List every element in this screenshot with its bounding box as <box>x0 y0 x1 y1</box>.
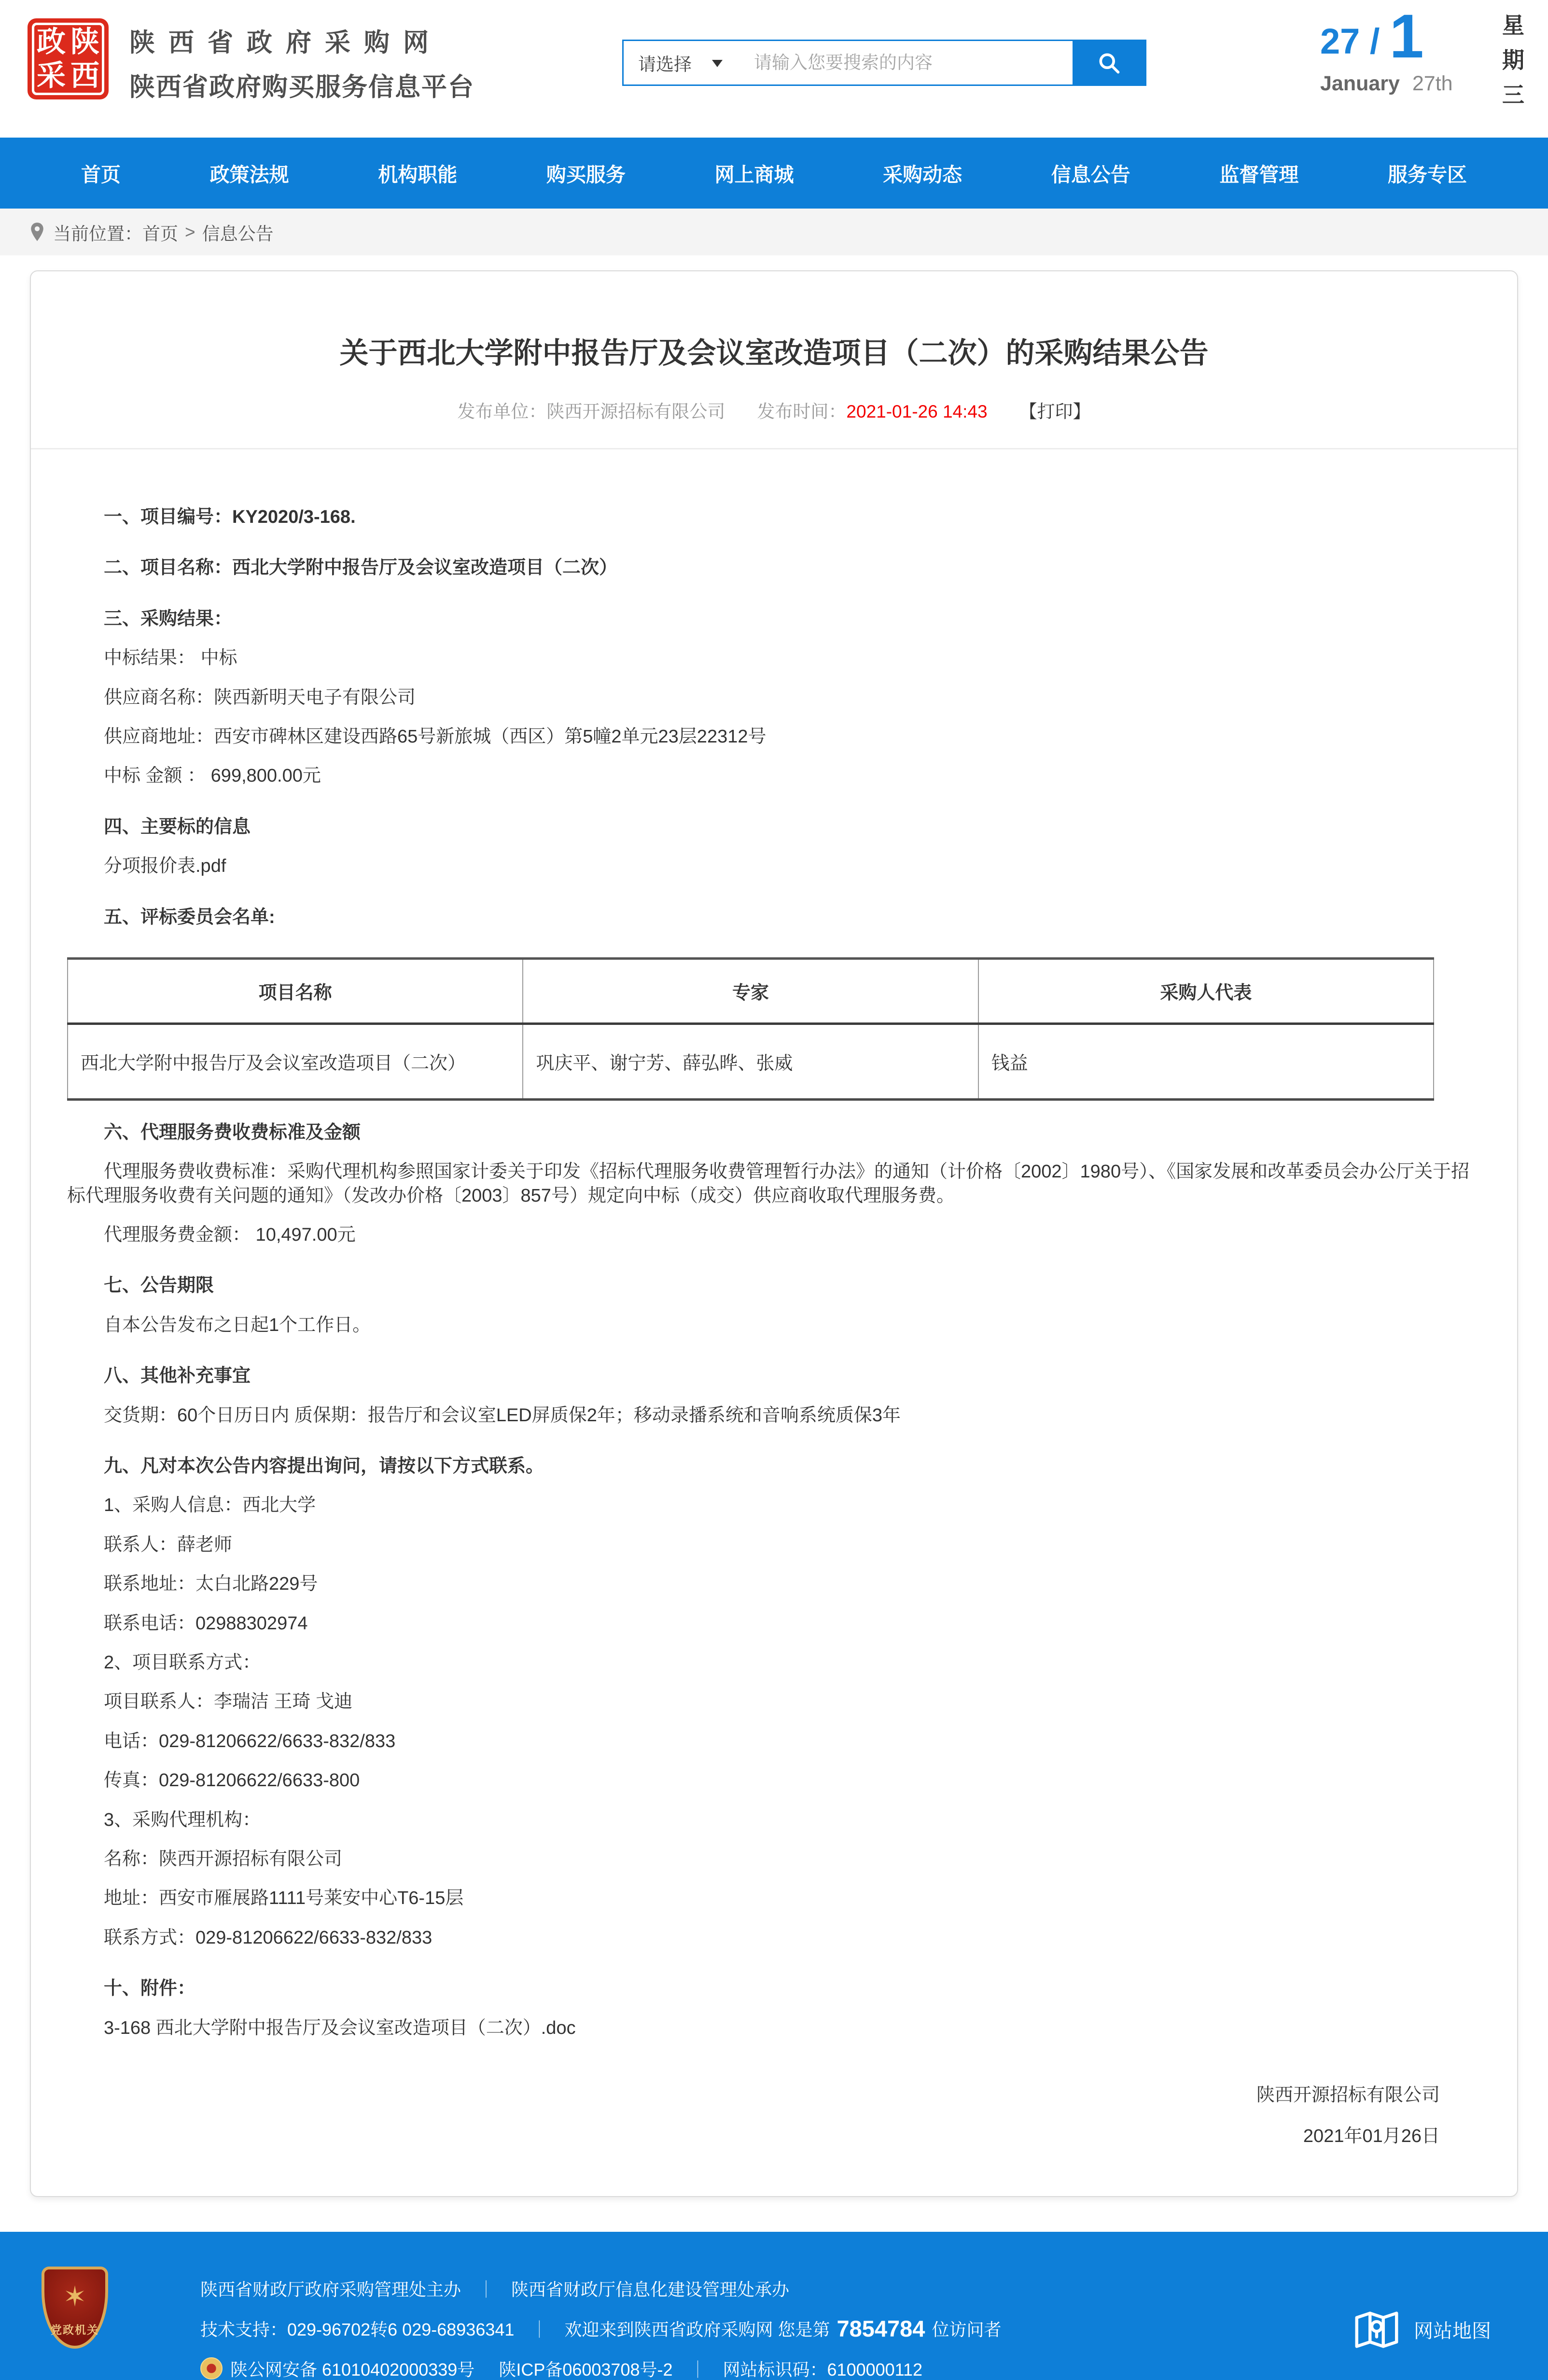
article-paragraph: 十、附件： <box>104 1978 196 1999</box>
footer-separator: ｜ <box>477 2279 495 2299</box>
meta-divider <box>31 448 1517 449</box>
footer-separator: ｜ <box>530 2319 548 2339</box>
breadcrumb <box>0 209 1548 255</box>
visitor-count: 7854784 <box>837 2315 925 2341</box>
article-paragraph: 代理服务费收费标准：采购代理机构参照国家计委关于印发《招标代理服务收费管理暂行办法》的通知（计价格〔2002〕1980号）、《国家发展和改革委员会办公厅关于招标代理服务收费有关问题的通知》（发改办价格〔2003〕857号）规定向中标（成交）供应商收取代理服务费。 <box>67 1162 1470 1206</box>
pdf-attachment-link[interactable]: 分项报价表.pdf <box>104 856 226 877</box>
nav-item[interactable]: 监督管理 <box>1219 164 1299 186</box>
search-button[interactable] <box>1073 41 1145 84</box>
footer-visitor-suffix: 位访问者 <box>932 2319 1002 2339</box>
table-row <box>68 1023 1434 1099</box>
site-header <box>0 0 1548 138</box>
sitemap-link[interactable] <box>1350 2303 1491 2356</box>
article-paragraph: 联系方式：029-81206622/6633-832/833 <box>104 1927 432 1948</box>
article-paragraph: 四、主要标的信息 <box>104 816 251 837</box>
date-month-name: January <box>1320 71 1400 95</box>
search-icon <box>1096 50 1121 75</box>
search-category-label: 请选择 <box>638 55 692 74</box>
article-paragraph: 项目联系人：李瑞洁 王琦 戈迪 <box>104 1692 353 1712</box>
article-paragraph: 传真：029-81206622/6633-800 <box>104 1770 360 1791</box>
article-paragraph: 一、项目编号：KY2020/3-168. <box>104 507 356 527</box>
article-meta <box>31 397 1517 423</box>
footer-tech-support: 技术支持：029-96702转6 029-68936341 <box>200 2319 515 2339</box>
badge-label: 党政机关 <box>51 2323 99 2336</box>
government-badge <box>42 2267 108 2349</box>
search-input[interactable] <box>750 41 1073 84</box>
table-header-cell: 项目名称 <box>68 958 523 1023</box>
article-paragraph: 2、项目联系方式： <box>104 1652 261 1673</box>
site-footer <box>0 2232 1548 2380</box>
article-paragraph: 联系电话：02988302974 <box>104 1613 308 1634</box>
table-header-cell: 专家 <box>523 958 978 1023</box>
police-filing-number[interactable]: 陕公网安备 61010402000339号 <box>230 2359 475 2380</box>
article-section-c <box>67 1113 1481 2009</box>
article-paragraph: 电话：029-81206622/6633-832/833 <box>104 1731 396 1751</box>
article-paragraph: 1、采购人信息：西北大学 <box>104 1495 316 1516</box>
table-cell: 巩庆平、谢宁芳、薛弘晔、张威 <box>523 1023 978 1099</box>
breadcrumb-home-link[interactable]: 首页 <box>142 224 178 244</box>
article-paragraph: 供应商名称：陕西新明天电子有限公司 <box>104 687 416 708</box>
nav-item[interactable]: 机构职能 <box>378 164 458 186</box>
location-pin-icon <box>29 222 45 243</box>
police-badge-icon <box>200 2357 223 2380</box>
article-paragraph: 二、项目名称：西北大学附中报告厅及会议室改造项目（二次） <box>104 558 618 578</box>
article-section-a <box>67 498 1481 847</box>
signature-company: 陕西开源招标有限公司 <box>1256 2085 1440 2105</box>
sitemap-label: 网站地图 <box>1414 2321 1491 2342</box>
article-paragraph: 七、公告期限 <box>104 1275 214 1296</box>
page-title: 关于西北大学附中报告厅及会议室改造项目（二次）的采购结果公告 <box>339 337 1209 369</box>
footer-line-1 <box>200 2276 1001 2301</box>
main-nav <box>0 138 1548 209</box>
footer-host: 陕西省财政厅政府采购管理处主办 <box>200 2279 461 2299</box>
doc-attachment-link[interactable]: 3-168 西北大学附中报告厅及会议室改造项目（二次）.doc <box>104 2017 576 2038</box>
date-text <box>1320 72 1523 96</box>
signature-block <box>31 2075 1517 2157</box>
nav-item[interactable]: 政策法规 <box>209 164 289 186</box>
footer-separator: ｜ <box>689 2359 707 2380</box>
table-cell: 钱益 <box>978 1023 1434 1099</box>
article-paragraph: 中标 金额 ： 699,800.00元 <box>104 766 321 786</box>
article-paragraph: 八、其他补充事宜 <box>104 1366 251 1386</box>
table-header-row <box>68 958 1434 1023</box>
article-paragraph: 名称：陕西开源招标有限公司 <box>104 1848 343 1869</box>
publish-time-label: 发布时间： <box>757 402 847 421</box>
footer-cohost: 陕西省财政厅信息化建设管理处承办 <box>511 2279 790 2299</box>
article-paragraph: 三、采购结果： <box>104 608 233 629</box>
table-cell: 西北大学附中报告厅及会议室改造项目（二次） <box>68 1023 523 1099</box>
date-day: 27 / <box>1320 21 1380 61</box>
article-paragraph: 中标结果： 中标 <box>104 648 237 669</box>
search-category-select[interactable] <box>624 41 750 84</box>
publish-time-value: 2021-01-26 14:43 <box>846 402 988 421</box>
breadcrumb-prefix: 当前位置： <box>53 224 142 244</box>
publisher-value: 陕西开源招标有限公司 <box>546 402 725 421</box>
site-logo[interactable] <box>28 18 109 99</box>
article-paragraph: 地址：西安市雁展路1111号莱安中心T6-15层 <box>104 1888 464 1909</box>
nav-item[interactable]: 服务专区 <box>1388 164 1467 186</box>
chevron-down-icon <box>712 60 723 72</box>
logo-char: 陕 <box>70 26 99 58</box>
committee-heading: 五、评标委员会名单: <box>104 907 275 927</box>
badge-emblem-icon: ✶ <box>63 2281 87 2312</box>
logo-char: 政 <box>37 26 66 58</box>
article-body <box>67 498 1481 2048</box>
site-logo-seal <box>34 25 102 93</box>
map-icon <box>1350 2303 1403 2356</box>
footer-line-3 <box>200 2356 1001 2380</box>
evaluation-committee-table <box>67 957 1434 1101</box>
article-paragraph: 联系地址：太白北路229号 <box>104 1574 318 1595</box>
date-day-ordinal: 27th <box>1412 71 1453 95</box>
footer-line-2 <box>200 2315 1001 2342</box>
nav-item[interactable]: 信息公告 <box>1051 164 1130 186</box>
date-weekday: 星期三 <box>1499 14 1524 118</box>
article-paragraph: 交货期：60个日历日内 质保期：报告厅和会议室LED屏质保2年；移动录播系统和音响系统质保3年 <box>104 1405 901 1426</box>
logo-char: 采 <box>37 59 66 92</box>
table-header-cell: 采购人代表 <box>978 958 1434 1023</box>
nav-item[interactable]: 采购动态 <box>883 164 962 186</box>
nav-item[interactable]: 网上商城 <box>714 164 794 186</box>
breadcrumb-current: 信息公告 <box>202 224 274 244</box>
search-bar <box>622 40 1146 86</box>
article-paragraph: 联系人：薛老师 <box>104 1534 233 1555</box>
site-id-code: 网站标识码：6100000112 <box>723 2359 923 2380</box>
announcement-card <box>30 270 1518 2197</box>
date-widget <box>1320 2 1524 122</box>
publisher-label: 发布单位： <box>457 402 547 421</box>
main-content <box>0 255 1548 2232</box>
site-brand <box>129 22 474 103</box>
logo-char: 西 <box>70 59 99 92</box>
footer-welcome: 欢迎来到陕西省政府采购网 您是第 <box>564 2319 830 2339</box>
footer-lines <box>200 2276 1001 2380</box>
site-title: 陕西省政府采购网 <box>129 28 442 57</box>
article-paragraph: 3、采购代理机构： <box>104 1809 261 1830</box>
signature-date: 2021年01月26日 <box>1303 2126 1440 2147</box>
breadcrumb-separator: > <box>185 222 195 242</box>
article-paragraph: 供应商地址：西安市碑林区建设西路65号新旅城（西区）第5幢2单元23层22312号 <box>104 726 767 747</box>
site-subtitle: 陕西省政府购买服务信息平台 <box>129 73 474 101</box>
nav-item[interactable]: 购买服务 <box>546 164 626 186</box>
nav-item[interactable]: 首页 <box>81 164 121 186</box>
date-month-number: 1 <box>1389 2 1424 71</box>
print-button[interactable]: 【打印】 <box>1019 402 1091 421</box>
icp-filing-number[interactable]: 陕ICP备06003708号-2 <box>499 2359 673 2380</box>
article-paragraph: 代理服务费金额： 10,497.00元 <box>104 1225 356 1246</box>
article-paragraph: 六、代理服务费收费标准及金额 <box>104 1122 361 1143</box>
article-paragraph: 自本公告发布之日起1个工作日。 <box>104 1315 371 1335</box>
article-paragraph: 九、凡对本次公告内容提出询问，请按以下方式联系。 <box>104 1456 544 1477</box>
